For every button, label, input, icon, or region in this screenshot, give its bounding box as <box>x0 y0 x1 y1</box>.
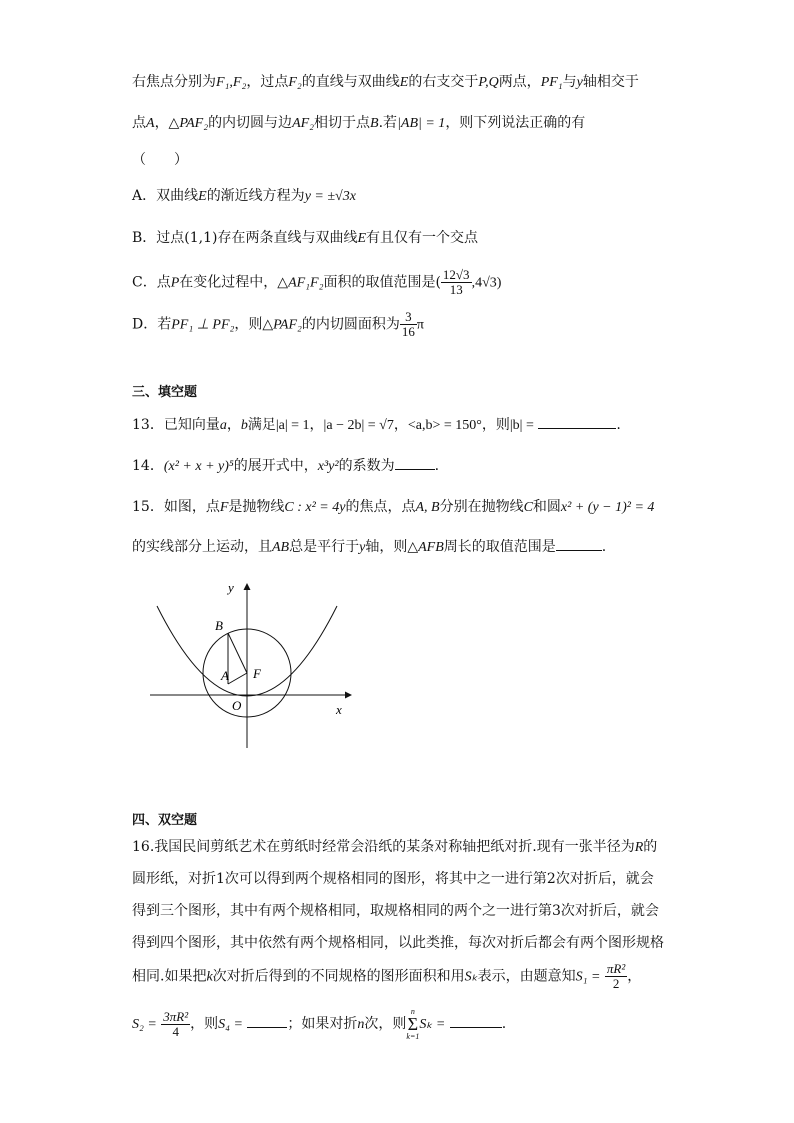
q15-text: 周长的取值范围是 <box>443 539 556 555</box>
q12-math-y: y <box>576 75 583 90</box>
x-axis-label: x <box>336 702 342 717</box>
q12-text: ，则下列说法正确的有 <box>445 115 586 131</box>
fraction-denominator: 16 <box>401 324 415 339</box>
x-axis-arrow <box>345 692 352 699</box>
q12-math-a: A <box>146 116 155 131</box>
option-c-label: C．点 <box>132 274 171 291</box>
section-heading-fill-blank: 三、填空题 <box>132 385 198 400</box>
q15-text: 和圆 <box>532 499 561 515</box>
q13-condition-3: <a,b> = 150° <box>407 418 482 433</box>
answer-paren: （ ） <box>132 152 188 168</box>
q12-text: 右焦点分别为 <box>132 74 216 90</box>
q15-text: 轴，则△ <box>365 539 419 555</box>
q13-target: |b| = <box>509 418 534 433</box>
option-c-range-end: ,4√3) <box>471 275 502 291</box>
q12-text: 两点， <box>498 74 541 90</box>
q16-line-4: 得到四个图形，其中依然有两个规格相同，以此类推，每次对折后都会有两个图形规格 <box>132 935 664 951</box>
q16-line-5 <box>132 962 641 991</box>
q12-math-ab: |AB| = 1 <box>397 116 446 131</box>
q15-text: 的焦点，点 <box>345 499 416 515</box>
fraction-denominator: 13 <box>449 282 463 297</box>
q15-line-1 <box>132 497 654 518</box>
q12-text: 的内切圆与边 <box>208 115 293 131</box>
q16-s2-fraction <box>161 1010 190 1039</box>
option-c-triangle: AF₁F₂ <box>288 275 324 291</box>
fraction-numerator: πR² <box>606 961 626 976</box>
q14-answer-blank[interactable] <box>395 455 435 470</box>
q12-math-f1f2: F₁,F₂ <box>216 75 247 90</box>
q16-sum-term: Sₖ = <box>419 1017 446 1032</box>
q14-term: x³y² <box>317 459 339 474</box>
q16-end: . <box>501 1016 507 1032</box>
option-a-math: E <box>198 189 207 204</box>
q12-option-a <box>132 186 356 207</box>
q16-answer-blank-2[interactable] <box>450 1013 502 1028</box>
q12-math-f2: F₂ <box>288 75 302 90</box>
q13-condition-1: |a| = 1 <box>275 418 310 433</box>
q12-text: 轴相交于 <box>582 74 639 90</box>
q15-math-ab: A, B <box>415 500 440 515</box>
fraction-numerator: 3 <box>400 310 417 325</box>
q12-text: 相切于点 <box>314 115 371 131</box>
option-b-math: E <box>357 231 367 246</box>
q16-math-r: R <box>634 840 644 855</box>
q12-math-b: B <box>370 116 379 131</box>
q15-text: 15．如图，点 <box>132 499 220 515</box>
q16-text: 16.我国民间剪纸艺术在剪纸时经常会沿纸的某条对称轴把纸对折.现有一张半径为 <box>132 839 635 855</box>
q13-text: 13．已知向量 <box>132 417 220 433</box>
vector-b: b <box>240 418 248 433</box>
q12-text: .若 <box>378 115 398 131</box>
q15-math-y: y <box>359 540 366 555</box>
q13-text: ， <box>226 417 241 433</box>
parabola-circle-figure <box>140 578 360 753</box>
q12-math-paf2: PAF₂ <box>179 116 209 131</box>
q13: 13．已知向量a，b满足|a| = 1，|a − 2b| = √7，<a,b> = 150°，则|b| = . <box>132 414 621 436</box>
q12-text: 与 <box>562 74 577 90</box>
q15-text: 分别在抛物线 <box>439 499 524 515</box>
origin-label: O <box>232 698 242 713</box>
q16-line-2: 圆形纸，对折1次可以得到两个规格相同的图形，将其中之一进行第2次对折后，就会 <box>132 871 654 887</box>
q16-math-k: k <box>206 969 213 985</box>
option-b-text: 有且仅有一个交点 <box>366 230 479 246</box>
point-b-label: B <box>215 618 223 633</box>
q15-math-c: C <box>523 500 533 515</box>
q14 <box>132 455 439 477</box>
sum-upper-limit: n <box>410 1007 415 1016</box>
option-c-text: 在变化过程中，△ <box>179 274 289 291</box>
q14-end: . <box>434 458 440 474</box>
q16-answer-blank-1[interactable] <box>247 1013 287 1028</box>
q14-text: 14． <box>132 458 164 474</box>
q13-end: . <box>616 417 621 433</box>
option-c-text: 面积的取值范围是( <box>323 274 441 291</box>
sum-lower-limit: k=1 <box>406 1032 420 1041</box>
q14-expression: (x² + x + y)⁵ <box>163 459 234 474</box>
fraction-denominator: 2 <box>612 976 620 991</box>
option-d-pi: π <box>416 317 424 333</box>
section-heading-double-blank: 四、双空题 <box>132 813 198 828</box>
q16-math-sk: Sₖ <box>464 969 478 985</box>
q14-text: 的展开式中， <box>233 458 318 474</box>
segment-bf <box>228 633 247 673</box>
q16-line-6 <box>132 1007 506 1041</box>
y-axis-label: y <box>228 580 234 595</box>
q12-math-e: E <box>399 75 409 90</box>
q13-text: ，则 <box>481 417 510 433</box>
sum-sigma: Σ <box>407 1014 419 1034</box>
q16-text: 表示，由题意知 <box>477 968 576 985</box>
q15-answer-blank[interactable] <box>556 536 602 551</box>
q12-line-1 <box>132 72 639 93</box>
q15-text: 总是平行于 <box>289 539 360 555</box>
option-c-fraction <box>441 268 472 297</box>
q16-line-3: 得到三个图形，其中有两个规格相同，取规格相同的两个之一进行第3次对折后，就会 <box>132 903 659 919</box>
option-d-text: 的内切圆面积为 <box>301 316 400 333</box>
q12-line-2 <box>132 113 585 134</box>
q16-text: 相同.如果把 <box>132 968 207 985</box>
point-a-label: A <box>221 668 229 683</box>
q16-text: 的 <box>643 839 658 855</box>
q16-s2: S₂ = <box>132 1017 157 1032</box>
option-d-condition: PF₁ ⊥ PF₂ <box>171 317 235 333</box>
option-d-text: ，则△ <box>234 316 274 333</box>
summation-sign <box>406 1007 419 1041</box>
q12-option-d <box>132 310 424 339</box>
q15-segment-ab: AB <box>272 540 290 555</box>
q15-triangle: AFB <box>418 540 444 555</box>
option-c-math: P <box>170 275 180 291</box>
q15-line-2 <box>132 536 606 558</box>
option-a-label: A．双曲线 <box>132 188 199 204</box>
option-d-label: D．若 <box>132 316 172 333</box>
segment-af <box>228 673 247 684</box>
q12-text: 点 <box>132 115 146 131</box>
q16-text: ， <box>627 968 642 985</box>
q16-s1-fraction <box>605 962 627 991</box>
point-f-label: F <box>253 666 261 681</box>
fraction-numerator: 3πR² <box>163 1008 189 1024</box>
y-axis-arrow <box>244 583 251 590</box>
q12-math-pq: P,Q <box>478 75 499 90</box>
q12-text: ，过点 <box>246 74 289 90</box>
option-d-fraction <box>400 310 417 339</box>
q12-answer-paren <box>132 150 188 170</box>
q13-text: 满足 <box>247 417 276 433</box>
q16-text: ，则 <box>190 1016 219 1032</box>
q12-option-c <box>132 268 501 297</box>
q15-parabola: C : x² = 4y <box>284 500 346 515</box>
q12-math-af2: AF₂ <box>292 116 315 131</box>
q16-text: ；如果对折 <box>287 1016 358 1032</box>
q13-answer-blank[interactable] <box>538 414 616 429</box>
q16-line-1 <box>132 837 657 858</box>
q16-math-n: n <box>357 1017 365 1032</box>
q14-text: 的系数为 <box>338 458 395 474</box>
vector-a: a <box>219 418 227 433</box>
fraction-numerator: 12√3 <box>442 267 470 282</box>
q15-end: . <box>601 539 607 555</box>
q13-condition-2: |a − 2b| = √7 <box>323 418 394 433</box>
q16-text: 次对折后得到的不同规格的图形面积和用 <box>212 968 465 985</box>
option-a-equation: y = ±√3x <box>304 189 356 204</box>
q12-option-b <box>132 228 478 249</box>
option-b-label: B．过点(1,1)存在两条直线与双曲线 <box>132 230 358 246</box>
q12-text: ，△ <box>154 115 180 131</box>
q16-s4: S₄ = <box>218 1017 243 1032</box>
option-d-triangle: PAF₂ <box>273 317 302 333</box>
fraction-denominator: 4 <box>172 1023 179 1039</box>
q16-text: 次，则 <box>364 1016 407 1032</box>
q12-math-pf1: PF₁ <box>540 75 563 90</box>
option-a-text: 的渐近线方程为 <box>206 188 305 204</box>
q15-text: 是抛物线 <box>228 499 285 515</box>
q16-s1: S₁ = <box>575 969 601 985</box>
q12-text: 的右支交于 <box>408 74 479 90</box>
q15-circle: x² + (y − 1)² = 4 <box>560 500 655 515</box>
q15-math-f: F <box>219 500 229 515</box>
q15-text: 的实线部分上运动，且 <box>132 539 272 555</box>
q12-text: 的直线与双曲线 <box>301 74 400 90</box>
